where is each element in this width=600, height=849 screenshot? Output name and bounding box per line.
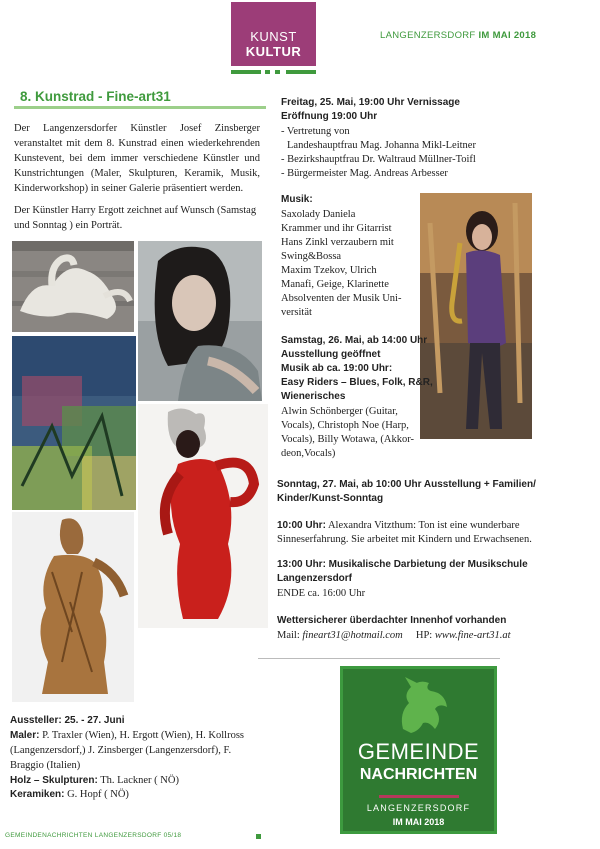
category-underline [231, 70, 316, 74]
mail-address[interactable]: fineart31@hotmail.com [302, 630, 403, 641]
artwork-portrait-girl [138, 241, 262, 401]
artwork-abstract-painting [12, 336, 136, 510]
badge-title2: NACHRICHTEN [359, 766, 478, 783]
saturday-line: Easy Riders – Blues, Folk, R&R, [281, 377, 433, 388]
friday-line1: Freitag, 25. Mai, 19:00 Uhr Vernissage [281, 97, 460, 108]
artwork-red-figure [138, 404, 268, 628]
saturday-performer: Alwin Schönberger (Guitar, [281, 406, 398, 417]
sunday-t1-text: Alexandra Vitzthum: Ton ist eine wunderbare [327, 520, 520, 531]
music-line: Swing&Bossa [281, 251, 342, 262]
sunday-t2-line2: Langenzersdorf [277, 573, 353, 584]
category-line1: KUNST [250, 29, 297, 44]
sunday-line2: Kinder/Kunst-Sonntag [277, 493, 384, 504]
saturday-performer: Vocals), Christoph Noe (Harp, [281, 420, 409, 431]
music-line: Krammer und ihr Gitarrist [281, 223, 392, 234]
painters-list: P. Traxler (Wien), H. Ergott (Wien), H. Kollross (Langenzersdorf,) J. Zinsberger (Langenzersdorf), F. Braggio (Italien) [10, 730, 245, 771]
sculptures-list: Th. Lackner ( NÖ) [100, 775, 179, 786]
saturday-performer: Vocals), Billy Wotawa, (Akkor- [281, 434, 414, 445]
hp-link[interactable]: www.fine-art31.at [434, 630, 511, 641]
category-line2: KULTUR [245, 44, 302, 59]
sunday-t1-text2: Sinneserfahrung. Sie arbeitet mit Kindern und Erwachsenen. [277, 534, 532, 545]
saturday-line: Wienerisches [281, 391, 346, 402]
saturday-line: Ausstellung geöffnet [281, 349, 381, 360]
music-line: Absolventen der Musik Uni- [281, 293, 402, 304]
music-line: Manafi, Geige, Klarinette [281, 279, 389, 290]
sunday-t2-line1: 13:00 Uhr: Musikalische Darbietung der Musikschule [277, 559, 528, 570]
friday-item-4: - Bürgermeister Mag. Andreas Arbesser [281, 168, 448, 179]
sunday-end: ENDE ca. 16:00 Uhr [277, 588, 366, 599]
issue-header [380, 30, 536, 41]
sculptures-label: Holz – Skulpturen: [10, 775, 98, 786]
badge-divider [379, 795, 459, 798]
saturday-performer: deon,Vocals) [281, 448, 336, 459]
section-title: 8. Kunstrad - Fine-art31 [14, 89, 266, 109]
friday-line2: Eröffnung 19:00 Uhr [281, 111, 378, 122]
shelter-note: Wettersicherer überdachter Innenhof vorhanden [277, 615, 507, 626]
griffin-emblem-icon [389, 673, 453, 735]
friday-item-1: - Vertretung von [281, 126, 350, 137]
ceramics-block [10, 787, 260, 802]
music-line: Maxim Tzekov, Ulrich [281, 265, 377, 276]
footer-text: GEMEINDENACHRICHTEN LANGENZERSDORF 05/18 [5, 832, 182, 839]
intro-paragraph: Der Langenzersdorfer Künstler Josef Zinsberger veranstaltet mit dem 8. Kunstrad einen wiederkehrenden Kunstevent, bei dem immer verschiedene Künstler und Kunstrichtungen (Maler, Skulpturen, Keramik, Musik, Kinderworkshop) in seiner Galerie präsentiert werden. [14, 123, 260, 194]
sunday-t1 [277, 518, 520, 533]
divider [258, 658, 500, 659]
friday-item-2: Landeshauptfrau Mag. Johanna Mikl-Leitner [287, 140, 476, 151]
friday-item-3: - Bezirkshauptfrau Dr. Waltraud Müllner-Toifl [281, 154, 476, 165]
artwork-wood-sculpture [12, 512, 134, 702]
gemeinde-nachrichten-badge [340, 666, 497, 834]
music-line: Saxolady Daniela [281, 209, 356, 220]
portrait-paragraph: Der Künstler Harry Ergott zeichnet auf Wunsch (Samstag und Sonntag ) ein Porträt. [14, 205, 257, 231]
badge-location: LANGENZERSDORF [366, 803, 471, 813]
header-location: LANGENZERSDORF [380, 30, 476, 41]
footer-marker [256, 834, 261, 839]
mail-label: Mail: [277, 630, 300, 641]
saturday-line: Musik ab ca. 19:00 Uhr: [281, 363, 393, 374]
badge-title1: GEMEINDE [357, 739, 480, 764]
ceramics-list: G. Hopf ( NÖ) [67, 789, 129, 800]
music-line: Hans Zinkl verzaubern mit [281, 237, 394, 248]
painters-label: Maler: [10, 730, 40, 741]
sculptures-block [10, 773, 260, 788]
sunday-t1-label: 10:00 Uhr: [277, 520, 326, 531]
photo-saxophonist [420, 193, 532, 439]
sunday-line1: Sonntag, 27. Mai, ab 10:00 Uhr Ausstellung + Familien/ [277, 479, 536, 490]
badge-date: IM MAI 2018 [392, 817, 445, 827]
music-heading: Musik: [281, 194, 313, 205]
contact-line [277, 628, 511, 643]
hp-label: HP: [415, 630, 433, 641]
header-issue: IM MAI 2018 [478, 30, 537, 41]
ceramics-label: Keramiken: [10, 789, 65, 800]
artwork-sculpture-lying [12, 241, 134, 332]
exhibitors-heading: Aussteller: 25. - 27. Juni [10, 715, 125, 726]
music-line: versität [281, 307, 312, 318]
painters-block [10, 728, 260, 773]
category-box [231, 2, 316, 66]
saturday-line: Samstag, 26. Mai, ab 14:00 Uhr [281, 335, 428, 346]
